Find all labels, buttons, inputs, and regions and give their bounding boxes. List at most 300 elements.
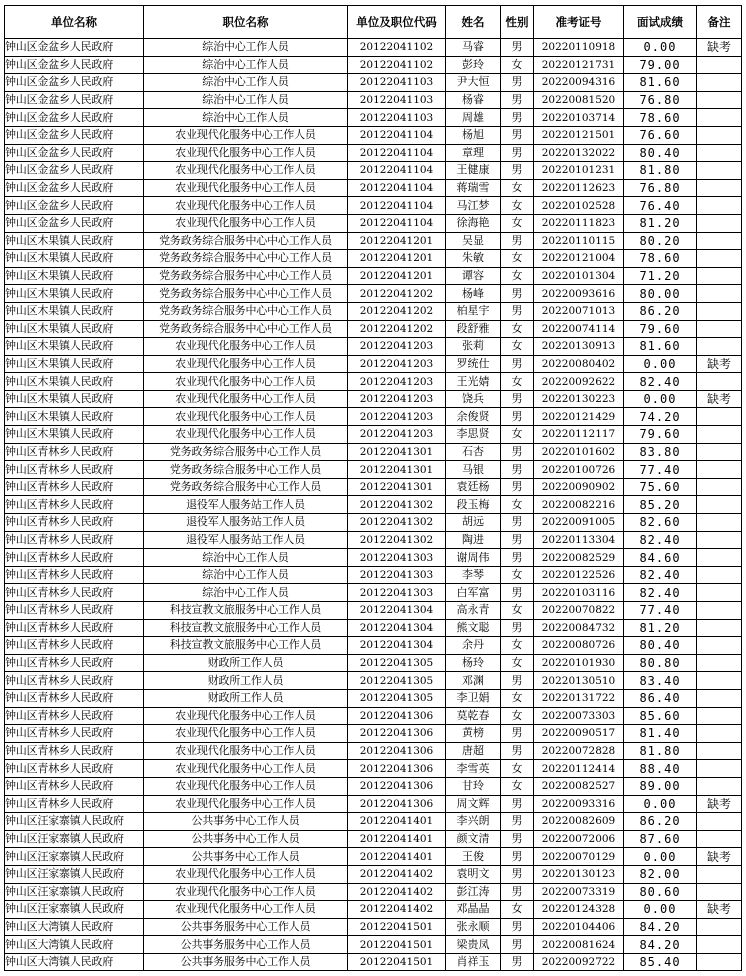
cell-interview-score: 85.40 bbox=[624, 953, 697, 971]
cell-remark bbox=[697, 813, 742, 831]
cell-exam-number: 20220112623 bbox=[534, 179, 624, 197]
cell-interview-score: 0.00 bbox=[624, 355, 697, 373]
cell-exam-number: 20220093316 bbox=[534, 795, 624, 813]
cell-remark bbox=[697, 443, 742, 461]
cell-unit-name: 钟山区大湾镇人民政府 bbox=[5, 953, 144, 971]
table-row bbox=[5, 654, 742, 672]
cell-unit-name: 钟山区青林乡人民政府 bbox=[5, 443, 144, 461]
cell-gender: 女 bbox=[501, 338, 534, 356]
table-row bbox=[5, 320, 742, 338]
cell-position-name: 农业现代化服务中心工作人员 bbox=[144, 214, 348, 232]
cell-exam-number: 20220082216 bbox=[534, 496, 624, 514]
cell-remark bbox=[697, 830, 742, 848]
cell-remark bbox=[697, 496, 742, 514]
cell-gender: 男 bbox=[501, 109, 534, 127]
cell-exam-number: 20220121501 bbox=[534, 126, 624, 144]
cell-remark bbox=[697, 883, 742, 901]
cell-name: 白军富 bbox=[446, 584, 501, 602]
cell-unit-name: 钟山区青林乡人民政府 bbox=[5, 478, 144, 496]
table-row bbox=[5, 936, 742, 954]
cell-name: 邓晶晶 bbox=[446, 901, 501, 919]
cell-exam-number: 20220072006 bbox=[534, 830, 624, 848]
cell-position-code: 20122041302 bbox=[348, 531, 446, 549]
cell-position-code: 20122041302 bbox=[348, 514, 446, 532]
cell-position-code: 20122041104 bbox=[348, 214, 446, 232]
header-gender: 性别 bbox=[501, 6, 534, 39]
cell-exam-number: 20220130123 bbox=[534, 865, 624, 883]
cell-position-name: 科技宣教文旅服务中心工作人员 bbox=[144, 637, 348, 655]
cell-gender: 女 bbox=[501, 689, 534, 707]
cell-remark bbox=[697, 566, 742, 584]
cell-unit-name: 钟山区青林乡人民政府 bbox=[5, 654, 144, 672]
cell-position-name: 党务政务综合服务中心中心工作人员 bbox=[144, 320, 348, 338]
cell-gender: 男 bbox=[501, 918, 534, 936]
cell-exam-number: 20220081520 bbox=[534, 91, 624, 109]
cell-position-code: 20122041501 bbox=[348, 953, 446, 971]
cell-unit-name: 钟山区金盆乡人民政府 bbox=[5, 56, 144, 74]
cell-name: 吴显 bbox=[446, 232, 501, 250]
cell-gender: 女 bbox=[501, 901, 534, 919]
cell-exam-number: 20220090902 bbox=[534, 478, 624, 496]
cell-position-name: 综治中心工作人员 bbox=[144, 39, 348, 57]
cell-unit-name: 钟山区金盆乡人民政府 bbox=[5, 126, 144, 144]
table-row bbox=[5, 302, 742, 320]
cell-gender: 男 bbox=[501, 162, 534, 180]
cell-position-code: 20122041103 bbox=[348, 109, 446, 127]
cell-name: 石杏 bbox=[446, 443, 501, 461]
cell-exam-number: 20220112414 bbox=[534, 760, 624, 778]
cell-gender: 男 bbox=[501, 672, 534, 690]
cell-remark bbox=[697, 179, 742, 197]
cell-remark bbox=[697, 584, 742, 602]
table-row bbox=[5, 813, 742, 831]
cell-position-code: 20122041201 bbox=[348, 232, 446, 250]
cell-interview-score: 87.60 bbox=[624, 830, 697, 848]
cell-unit-name: 钟山区木果镇人民政府 bbox=[5, 426, 144, 444]
cell-interview-score: 80.80 bbox=[624, 654, 697, 672]
cell-remark bbox=[697, 654, 742, 672]
cell-gender: 男 bbox=[501, 443, 534, 461]
table-row bbox=[5, 39, 742, 57]
cell-gender: 女 bbox=[501, 250, 534, 268]
table-row bbox=[5, 918, 742, 936]
cell-unit-name: 钟山区青林乡人民政府 bbox=[5, 777, 144, 795]
table-row bbox=[5, 689, 742, 707]
cell-remark bbox=[697, 109, 742, 127]
table-row bbox=[5, 742, 742, 760]
interview-score-table bbox=[4, 5, 742, 971]
cell-position-name: 财政所工作人员 bbox=[144, 654, 348, 672]
cell-unit-name: 钟山区青林乡人民政府 bbox=[5, 602, 144, 620]
cell-remark bbox=[697, 777, 742, 795]
cell-position-name: 党务政务综合服务中心中心工作人员 bbox=[144, 267, 348, 285]
table-row bbox=[5, 777, 742, 795]
cell-remark bbox=[697, 250, 742, 268]
cell-gender: 男 bbox=[501, 461, 534, 479]
cell-gender: 男 bbox=[501, 478, 534, 496]
cell-gender: 女 bbox=[501, 496, 534, 514]
cell-unit-name: 钟山区金盆乡人民政府 bbox=[5, 197, 144, 215]
cell-position-name: 农业现代化服务中心工作人员 bbox=[144, 901, 348, 919]
cell-exam-number: 20220101930 bbox=[534, 654, 624, 672]
cell-remark bbox=[697, 918, 742, 936]
cell-interview-score: 79.60 bbox=[624, 426, 697, 444]
cell-position-name: 退役军人服务站工作人员 bbox=[144, 496, 348, 514]
table-body bbox=[5, 39, 742, 971]
cell-remark bbox=[697, 338, 742, 356]
cell-unit-name: 钟山区木果镇人民政府 bbox=[5, 373, 144, 391]
cell-position-name: 党务政务综合服务中心中心工作人员 bbox=[144, 302, 348, 320]
cell-name: 张永顺 bbox=[446, 918, 501, 936]
cell-remark: 缺考 bbox=[697, 39, 742, 57]
cell-position-code: 20122041203 bbox=[348, 338, 446, 356]
table-row bbox=[5, 461, 742, 479]
cell-exam-number: 20220130223 bbox=[534, 390, 624, 408]
cell-exam-number: 20220110115 bbox=[534, 232, 624, 250]
cell-interview-score: 86.40 bbox=[624, 689, 697, 707]
cell-position-name: 农业现代化服务中心工作人员 bbox=[144, 144, 348, 162]
cell-exam-number: 20220102528 bbox=[534, 197, 624, 215]
cell-name: 段玉梅 bbox=[446, 496, 501, 514]
table-row bbox=[5, 443, 742, 461]
cell-position-code: 20122041304 bbox=[348, 619, 446, 637]
table-row bbox=[5, 531, 742, 549]
cell-unit-name: 钟山区金盆乡人民政府 bbox=[5, 179, 144, 197]
cell-position-name: 农业现代化服务中心工作人员 bbox=[144, 777, 348, 795]
cell-interview-score: 82.40 bbox=[624, 584, 697, 602]
cell-interview-score: 82.60 bbox=[624, 514, 697, 532]
cell-position-name: 党务政务综合服务中心工作人员 bbox=[144, 461, 348, 479]
header-name: 姓名 bbox=[446, 6, 501, 39]
table-row bbox=[5, 74, 742, 92]
cell-position-name: 综治中心工作人员 bbox=[144, 74, 348, 92]
cell-remark: 缺考 bbox=[697, 848, 742, 866]
cell-name: 王光婧 bbox=[446, 373, 501, 391]
cell-interview-score: 80.00 bbox=[624, 285, 697, 303]
cell-exam-number: 20220110918 bbox=[534, 39, 624, 57]
cell-exam-number: 20220130913 bbox=[534, 338, 624, 356]
cell-interview-score: 82.40 bbox=[624, 373, 697, 391]
cell-position-code: 20122041306 bbox=[348, 795, 446, 813]
cell-position-name: 农业现代化服务中心工作人员 bbox=[144, 760, 348, 778]
cell-position-name: 公共事务中心工作人员 bbox=[144, 848, 348, 866]
cell-name: 王俊 bbox=[446, 848, 501, 866]
cell-position-name: 科技宣教文旅服务中心工作人员 bbox=[144, 619, 348, 637]
cell-exam-number: 20220111823 bbox=[534, 214, 624, 232]
cell-exam-number: 20220082527 bbox=[534, 777, 624, 795]
cell-position-code: 20122041401 bbox=[348, 848, 446, 866]
cell-remark bbox=[697, 91, 742, 109]
cell-unit-name: 钟山区青林乡人民政府 bbox=[5, 549, 144, 567]
cell-position-name: 党务政务综合服务中心工作人员 bbox=[144, 478, 348, 496]
cell-position-name: 公共事务服务中心工作人员 bbox=[144, 936, 348, 954]
cell-position-name: 农业现代化服务中心工作人员 bbox=[144, 865, 348, 883]
cell-name: 余丹 bbox=[446, 637, 501, 655]
cell-interview-score: 77.40 bbox=[624, 602, 697, 620]
cell-interview-score: 80.40 bbox=[624, 637, 697, 655]
cell-unit-name: 钟山区木果镇人民政府 bbox=[5, 285, 144, 303]
cell-position-code: 20122041203 bbox=[348, 373, 446, 391]
cell-gender: 男 bbox=[501, 865, 534, 883]
cell-exam-number: 20220093616 bbox=[534, 285, 624, 303]
cell-position-name: 财政所工作人员 bbox=[144, 689, 348, 707]
cell-gender: 男 bbox=[501, 144, 534, 162]
cell-name: 唐超 bbox=[446, 742, 501, 760]
cell-name: 袁明文 bbox=[446, 865, 501, 883]
cell-gender: 男 bbox=[501, 232, 534, 250]
cell-position-name: 农业现代化服务中心工作人员 bbox=[144, 126, 348, 144]
cell-name: 尹大恒 bbox=[446, 74, 501, 92]
cell-interview-score: 81.20 bbox=[624, 619, 697, 637]
cell-exam-number: 20220073303 bbox=[534, 707, 624, 725]
cell-remark bbox=[697, 232, 742, 250]
cell-name: 黄榜 bbox=[446, 725, 501, 743]
cell-unit-name: 钟山区木果镇人民政府 bbox=[5, 302, 144, 320]
cell-position-code: 20122041303 bbox=[348, 566, 446, 584]
cell-position-name: 综治中心工作人员 bbox=[144, 566, 348, 584]
cell-position-code: 20122041306 bbox=[348, 742, 446, 760]
cell-position-code: 20122041304 bbox=[348, 637, 446, 655]
cell-position-code: 20122041203 bbox=[348, 426, 446, 444]
cell-unit-name: 钟山区金盆乡人民政府 bbox=[5, 162, 144, 180]
cell-gender: 男 bbox=[501, 795, 534, 813]
cell-name: 马江梦 bbox=[446, 197, 501, 215]
cell-position-name: 农业现代化服务中心工作人员 bbox=[144, 408, 348, 426]
cell-name: 彭玲 bbox=[446, 56, 501, 74]
cell-position-name: 综治中心工作人员 bbox=[144, 91, 348, 109]
cell-unit-name: 钟山区青林乡人民政府 bbox=[5, 566, 144, 584]
cell-exam-number: 20220071013 bbox=[534, 302, 624, 320]
cell-position-name: 财政所工作人员 bbox=[144, 672, 348, 690]
cell-gender: 男 bbox=[501, 813, 534, 831]
cell-position-code: 20122041203 bbox=[348, 390, 446, 408]
cell-position-code: 20122041501 bbox=[348, 918, 446, 936]
cell-gender: 女 bbox=[501, 777, 534, 795]
cell-position-code: 20122041104 bbox=[348, 162, 446, 180]
cell-gender: 男 bbox=[501, 74, 534, 92]
cell-remark: 缺考 bbox=[697, 355, 742, 373]
cell-unit-name: 钟山区汪家寨镇人民政府 bbox=[5, 901, 144, 919]
cell-remark bbox=[697, 936, 742, 954]
cell-gender: 男 bbox=[501, 355, 534, 373]
cell-unit-name: 钟山区金盆乡人民政府 bbox=[5, 109, 144, 127]
cell-position-code: 20122041102 bbox=[348, 39, 446, 57]
cell-exam-number: 20220090517 bbox=[534, 725, 624, 743]
cell-position-code: 20122041401 bbox=[348, 813, 446, 831]
cell-position-code: 20122041203 bbox=[348, 408, 446, 426]
table-row bbox=[5, 214, 742, 232]
cell-gender: 女 bbox=[501, 267, 534, 285]
cell-gender: 女 bbox=[501, 320, 534, 338]
cell-name: 杨峰 bbox=[446, 285, 501, 303]
cell-name: 袁廷杨 bbox=[446, 478, 501, 496]
cell-remark bbox=[697, 865, 742, 883]
cell-unit-name: 钟山区青林乡人民政府 bbox=[5, 760, 144, 778]
cell-interview-score: 76.60 bbox=[624, 126, 697, 144]
cell-gender: 女 bbox=[501, 214, 534, 232]
cell-interview-score: 76.40 bbox=[624, 197, 697, 215]
cell-position-code: 20122041201 bbox=[348, 250, 446, 268]
cell-interview-score: 83.80 bbox=[624, 443, 697, 461]
cell-exam-number: 20220103714 bbox=[534, 109, 624, 127]
table-row bbox=[5, 619, 742, 637]
cell-exam-number: 20220101231 bbox=[534, 162, 624, 180]
cell-interview-score: 84.60 bbox=[624, 549, 697, 567]
table-row bbox=[5, 953, 742, 971]
table-row bbox=[5, 760, 742, 778]
cell-exam-number: 20220104406 bbox=[534, 918, 624, 936]
cell-remark bbox=[697, 56, 742, 74]
cell-exam-number: 20220092622 bbox=[534, 373, 624, 391]
cell-interview-score: 82.00 bbox=[624, 865, 697, 883]
cell-gender: 女 bbox=[501, 602, 534, 620]
table-row bbox=[5, 478, 742, 496]
cell-gender: 男 bbox=[501, 285, 534, 303]
cell-exam-number: 20220103116 bbox=[534, 584, 624, 602]
cell-interview-score: 84.20 bbox=[624, 918, 697, 936]
cell-remark bbox=[697, 602, 742, 620]
cell-position-code: 20122041306 bbox=[348, 725, 446, 743]
cell-name: 邓渊 bbox=[446, 672, 501, 690]
table-row bbox=[5, 355, 742, 373]
cell-unit-name: 钟山区金盆乡人民政府 bbox=[5, 91, 144, 109]
cell-position-name: 党务政务综合服务中心工作人员 bbox=[144, 443, 348, 461]
cell-position-name: 退役军人服务站工作人员 bbox=[144, 531, 348, 549]
cell-position-code: 20122041501 bbox=[348, 936, 446, 954]
cell-name: 陶进 bbox=[446, 531, 501, 549]
cell-interview-score: 75.60 bbox=[624, 478, 697, 496]
cell-interview-score: 71.20 bbox=[624, 267, 697, 285]
cell-unit-name: 钟山区青林乡人民政府 bbox=[5, 707, 144, 725]
cell-gender: 男 bbox=[501, 531, 534, 549]
cell-interview-score: 89.00 bbox=[624, 777, 697, 795]
cell-unit-name: 钟山区木果镇人民政府 bbox=[5, 408, 144, 426]
cell-interview-score: 86.20 bbox=[624, 302, 697, 320]
cell-exam-number: 20220080402 bbox=[534, 355, 624, 373]
cell-gender: 女 bbox=[501, 707, 534, 725]
cell-name: 杨玲 bbox=[446, 654, 501, 672]
cell-remark bbox=[697, 373, 742, 391]
cell-unit-name: 钟山区青林乡人民政府 bbox=[5, 795, 144, 813]
cell-position-name: 党务政务综合服务中心中心工作人员 bbox=[144, 250, 348, 268]
cell-gender: 男 bbox=[501, 725, 534, 743]
cell-interview-score: 82.40 bbox=[624, 566, 697, 584]
cell-name: 蒋瑞雪 bbox=[446, 179, 501, 197]
cell-position-code: 20122041301 bbox=[348, 443, 446, 461]
cell-position-name: 农业现代化服务中心工作人员 bbox=[144, 373, 348, 391]
header-position-name: 职位名称 bbox=[144, 6, 348, 39]
cell-name: 谭容 bbox=[446, 267, 501, 285]
table-row bbox=[5, 602, 742, 620]
cell-remark bbox=[697, 426, 742, 444]
cell-unit-name: 钟山区木果镇人民政府 bbox=[5, 320, 144, 338]
table-row bbox=[5, 390, 742, 408]
cell-exam-number: 20220112117 bbox=[534, 426, 624, 444]
cell-remark bbox=[697, 637, 742, 655]
cell-name: 高永青 bbox=[446, 602, 501, 620]
cell-interview-score: 78.60 bbox=[624, 109, 697, 127]
cell-position-name: 公共事务中心工作人员 bbox=[144, 830, 348, 848]
cell-position-name: 党务政务综合服务中心中心工作人员 bbox=[144, 232, 348, 250]
cell-interview-score: 83.40 bbox=[624, 672, 697, 690]
cell-gender: 男 bbox=[501, 936, 534, 954]
cell-name: 马银 bbox=[446, 461, 501, 479]
table-row bbox=[5, 549, 742, 567]
cell-unit-name: 钟山区汪家寨镇人民政府 bbox=[5, 848, 144, 866]
cell-remark: 缺考 bbox=[697, 901, 742, 919]
cell-gender: 女 bbox=[501, 179, 534, 197]
table-row bbox=[5, 672, 742, 690]
cell-position-code: 20122041104 bbox=[348, 197, 446, 215]
cell-remark bbox=[697, 478, 742, 496]
table-row bbox=[5, 514, 742, 532]
cell-unit-name: 钟山区汪家寨镇人民政府 bbox=[5, 813, 144, 831]
cell-remark: 缺考 bbox=[697, 795, 742, 813]
cell-exam-number: 20220131722 bbox=[534, 689, 624, 707]
cell-position-code: 20122041306 bbox=[348, 777, 446, 795]
cell-position-name: 农业现代化服务中心工作人员 bbox=[144, 338, 348, 356]
cell-gender: 男 bbox=[501, 126, 534, 144]
cell-remark bbox=[697, 74, 742, 92]
cell-name: 莫乾春 bbox=[446, 707, 501, 725]
cell-remark bbox=[697, 760, 742, 778]
cell-remark bbox=[697, 531, 742, 549]
cell-position-code: 20122041203 bbox=[348, 355, 446, 373]
cell-unit-name: 钟山区木果镇人民政府 bbox=[5, 232, 144, 250]
cell-position-name: 综治中心工作人员 bbox=[144, 56, 348, 74]
cell-unit-name: 钟山区大湾镇人民政府 bbox=[5, 936, 144, 954]
cell-gender: 女 bbox=[501, 56, 534, 74]
table-row bbox=[5, 865, 742, 883]
cell-exam-number: 20220074114 bbox=[534, 320, 624, 338]
cell-position-name: 农业现代化服务中心工作人员 bbox=[144, 707, 348, 725]
cell-position-code: 20122041305 bbox=[348, 689, 446, 707]
cell-exam-number: 20220121004 bbox=[534, 250, 624, 268]
table-row bbox=[5, 426, 742, 444]
cell-unit-name: 钟山区木果镇人民政府 bbox=[5, 355, 144, 373]
cell-name: 段舒雅 bbox=[446, 320, 501, 338]
table-row bbox=[5, 795, 742, 813]
cell-remark bbox=[697, 619, 742, 637]
cell-exam-number: 20220130510 bbox=[534, 672, 624, 690]
cell-gender: 女 bbox=[501, 654, 534, 672]
cell-interview-score: 84.20 bbox=[624, 936, 697, 954]
cell-gender: 男 bbox=[501, 408, 534, 426]
cell-gender: 男 bbox=[501, 883, 534, 901]
cell-name: 谢周伟 bbox=[446, 549, 501, 567]
cell-remark bbox=[697, 197, 742, 215]
header-remark: 备注 bbox=[697, 6, 742, 39]
header-row bbox=[5, 6, 742, 39]
cell-unit-name: 钟山区木果镇人民政府 bbox=[5, 390, 144, 408]
cell-unit-name: 钟山区青林乡人民政府 bbox=[5, 619, 144, 637]
cell-position-name: 党务政务综合服务中心中心工作人员 bbox=[144, 285, 348, 303]
cell-exam-number: 20220122526 bbox=[534, 566, 624, 584]
cell-remark bbox=[697, 742, 742, 760]
cell-interview-score: 85.20 bbox=[624, 496, 697, 514]
cell-position-code: 20122041104 bbox=[348, 126, 446, 144]
cell-position-code: 20122041104 bbox=[348, 179, 446, 197]
cell-remark bbox=[697, 689, 742, 707]
cell-exam-number: 20220100726 bbox=[534, 461, 624, 479]
cell-remark bbox=[697, 267, 742, 285]
cell-unit-name: 钟山区金盆乡人民政府 bbox=[5, 39, 144, 57]
cell-position-code: 20122041305 bbox=[348, 672, 446, 690]
cell-gender: 男 bbox=[501, 302, 534, 320]
cell-interview-score: 76.80 bbox=[624, 179, 697, 197]
cell-position-code: 20122041304 bbox=[348, 602, 446, 620]
cell-position-code: 20122041402 bbox=[348, 901, 446, 919]
